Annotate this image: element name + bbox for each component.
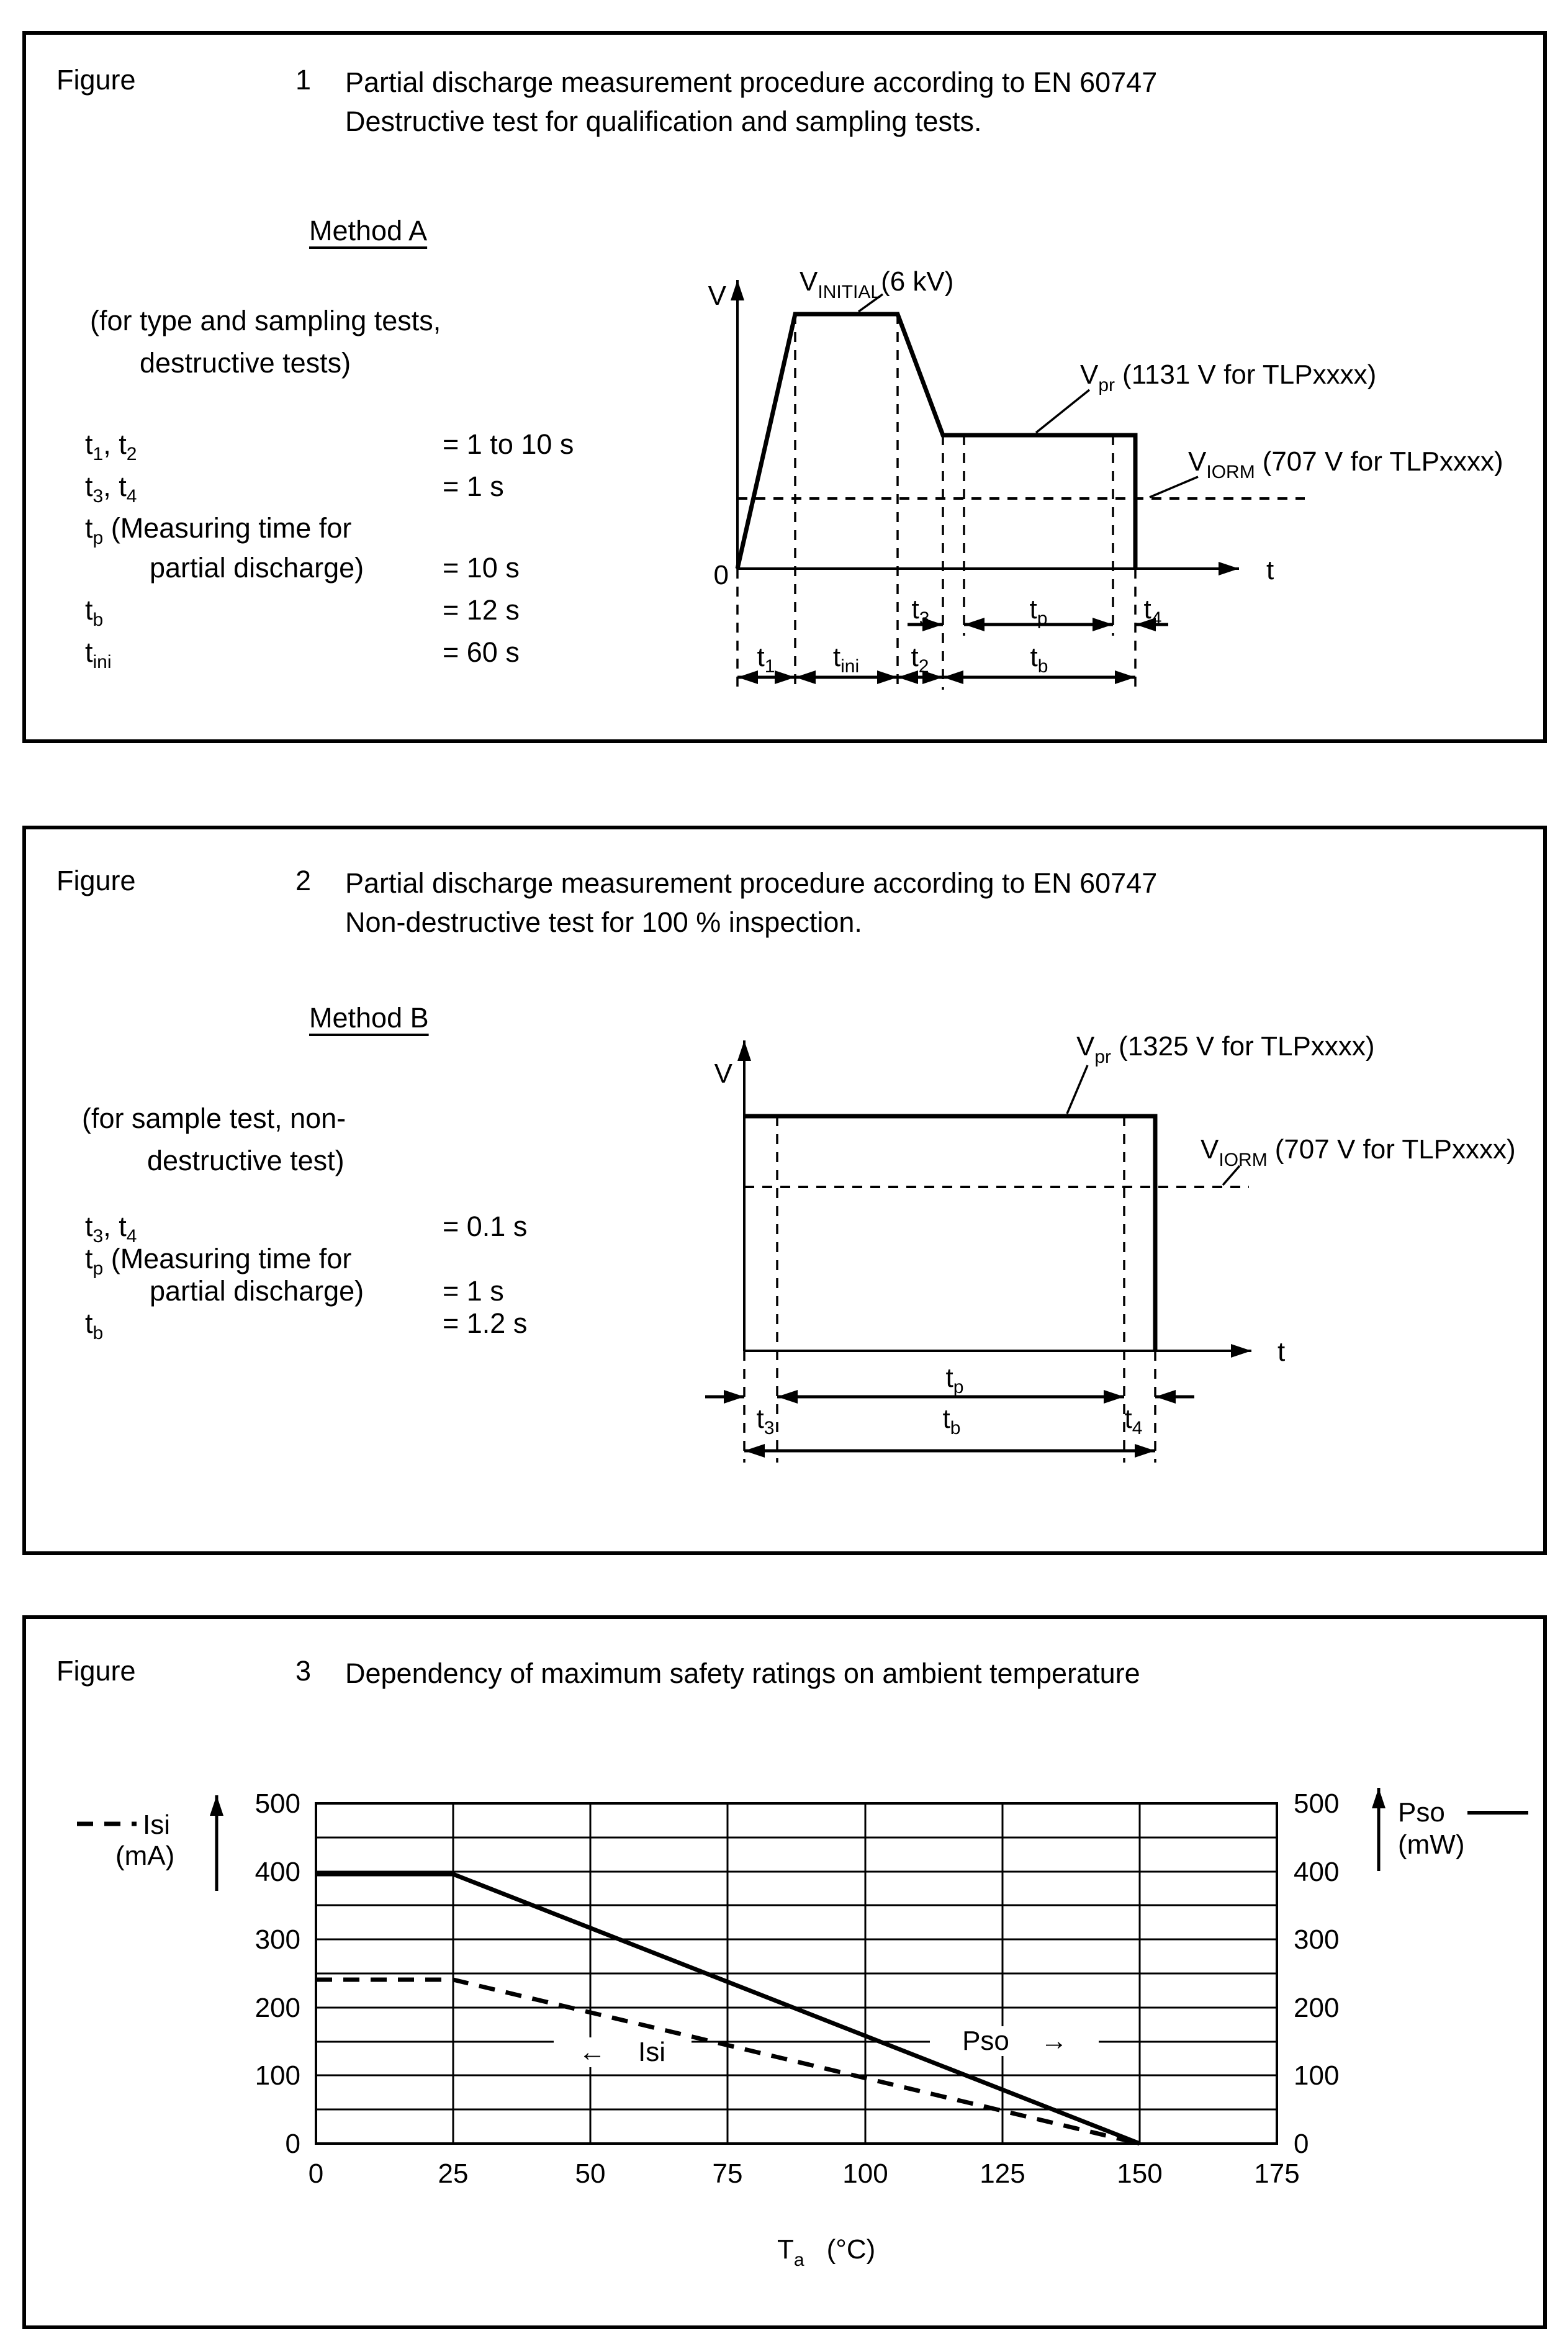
param-label-t3-t4: $t_3$, $t_4$ [85,1211,137,1247]
t4-label: $t_4$ [1143,594,1162,629]
figure2-number: 2 [295,865,312,896]
svg-text:0: 0 [308,2158,324,2189]
figure2-scope-line2: destructive test) [147,1145,345,1176]
svg-text:300: 300 [255,1924,300,1955]
svg-text:150: 150 [1117,2158,1163,2189]
viorm-label: $V_{IORM}$ (707 V for TLPxxxx) [1201,1134,1516,1170]
param-label-partial-discharge: partial discharge) [150,552,364,584]
t-axis-label: t [1277,1337,1286,1367]
figure1-method-heading: Method A [309,215,428,246]
figure3-derating-chart [63,1773,1547,2294]
figure2-title-line1: Partial discharge measurement procedure according to EN 60747 [345,867,1158,899]
param-label-partial-discharge: partial discharge) [150,1275,364,1307]
param-label-tp: $t_p$ (Measuring time for [85,1243,352,1279]
figure2-caption-word: Figure [56,865,136,896]
svg-text:100: 100 [842,2158,888,2189]
t4-label: $t_4$ [1124,1404,1143,1438]
origin-label: 0 [713,560,729,590]
legend-pso [1379,1788,1528,1871]
vpr-label: $V_{pr}$ (1131 V for TLPxxxx) [1080,359,1377,395]
figure1-number: 1 [295,64,312,96]
param-label-tb: $t_b$ [85,594,104,630]
vpr-label: $V_{pr}$ (1325 V for TLPxxxx) [1076,1031,1375,1067]
svg-text:200: 200 [255,1993,300,2023]
vpr-leader-line [1036,390,1089,433]
svg-text:400: 400 [1294,1857,1340,1887]
x-axis-title: $T_a$ (°C) [777,2234,876,2270]
figure1-timing-diagram [678,221,1541,718]
figure2-title [345,864,1157,942]
param-label-tini: $t_{ini}$ [85,636,112,672]
svg-text:75: 75 [712,2158,743,2189]
voltage-waveform [744,1116,1155,1351]
svg-text:300: 300 [1294,1924,1340,1955]
tp-label: $t_p$ [945,1363,964,1397]
pso-annotation-backing [930,2026,1099,2056]
svg-text:400: 400 [255,1857,300,1887]
y-axis-left-ticks [255,1788,300,2159]
pso-annotation-label: Pso [962,2026,1009,2056]
t3-label: $t_3$ [756,1404,775,1438]
figure2-timing-diagram [678,1016,1541,1487]
svg-text:500: 500 [255,1788,300,1819]
viorm-leader-line [1150,477,1198,497]
figure3-title: Dependency of maximum safety ratings on ambient temperature [345,1657,1140,1689]
v-axis-label: V [714,1058,732,1089]
param-value-tb: = 1.2 s [443,1307,528,1339]
x-axis-ticks [309,2158,1300,2189]
svg-text:100: 100 [1294,2060,1340,2091]
isi-legend-unit: (mA) [115,1841,175,1871]
isi-annotation-arrow: ← [579,2037,606,2067]
figure2-box [22,826,1547,1555]
figure1-scope-line2: destructive tests) [140,347,351,379]
param-value-tini: = 60 s [443,636,520,668]
figure1-caption-word: Figure [56,64,136,96]
t1-label: $t_1$ [757,642,775,677]
figure1-scope-line1: (for type and sampling tests, [90,305,441,336]
figure2-scope-line1: (for sample test, non- [82,1103,346,1134]
t2-label: $t_2$ [911,642,929,677]
svg-text:200: 200 [1294,1993,1340,2023]
figure1-box [22,31,1547,743]
svg-text:50: 50 [575,2158,606,2189]
figure1-title-line1: Partial discharge measurement procedure according to EN 60747 [345,66,1158,98]
tini-label: $t_{ini}$ [832,642,860,677]
figure3-box [22,1615,1547,2329]
y-axis-right-ticks [1294,1788,1339,2159]
param-value-tp: = 1 s [443,1275,504,1307]
tb-label: $t_b$ [942,1404,961,1438]
vpr-leader-line [1067,1065,1088,1114]
param-label-t3-t4: $t_3$, $t_4$ [85,471,137,507]
svg-text:500: 500 [1294,1788,1340,1819]
param-value-tp: = 10 s [443,552,520,584]
voltage-waveform [737,314,1135,569]
chart-gridlines [316,1803,1277,2144]
vinitial-label: $V_{INITIAL}(6$ kV) [800,266,954,302]
param-label-tp: $t_p$ (Measuring time for [85,512,352,548]
svg-text:125: 125 [980,2158,1025,2189]
tb-label: $t_b$ [1030,642,1048,677]
svg-text:25: 25 [438,2158,469,2189]
figure3-caption-word: Figure [56,1655,136,1687]
param-value-t1-t2: = 1 to 10 s [443,428,574,460]
viorm-label: $V_{IORM}$ (707 V for TLPxxxx) [1188,446,1503,482]
figure2-title-line2: Non-destructive test for 100 % inspection. [345,906,862,938]
param-label-t1-t2: $t_1$, $t_2$ [85,428,137,464]
figure3-number: 3 [295,1655,312,1687]
legend-isi [77,1795,217,1891]
pso-annotation-arrow: → [1040,2026,1068,2056]
pso-legend-name: Pso [1398,1797,1445,1828]
t3-label: $t_3$ [911,594,930,629]
tp-label: $t_p$ [1029,594,1048,629]
svg-text:100: 100 [255,2060,300,2091]
param-value-t3-t4: = 1 s [443,471,504,502]
isi-annotation-backing [554,2037,692,2067]
isi-legend-name: Isi [143,1810,170,1840]
svg-text:175: 175 [1254,2158,1300,2189]
svg-text:0: 0 [285,2129,300,2159]
v-axis-label: V [708,281,726,311]
figure1-title-line2: Destructive test for qualification and sampling tests. [345,106,982,137]
pso-legend-unit: (mW) [1398,1829,1465,1860]
param-value-t3-t4: = 0.1 s [443,1211,528,1242]
isi-annotation-label: Isi [638,2037,665,2067]
t-axis-label: t [1266,555,1274,585]
param-label-tb: $t_b$ [85,1307,104,1343]
param-value-tb: = 12 s [443,594,520,626]
figure2-method-heading: Method B [309,1002,429,1034]
figure1-title [345,63,1157,141]
svg-text:0: 0 [1294,2129,1309,2159]
